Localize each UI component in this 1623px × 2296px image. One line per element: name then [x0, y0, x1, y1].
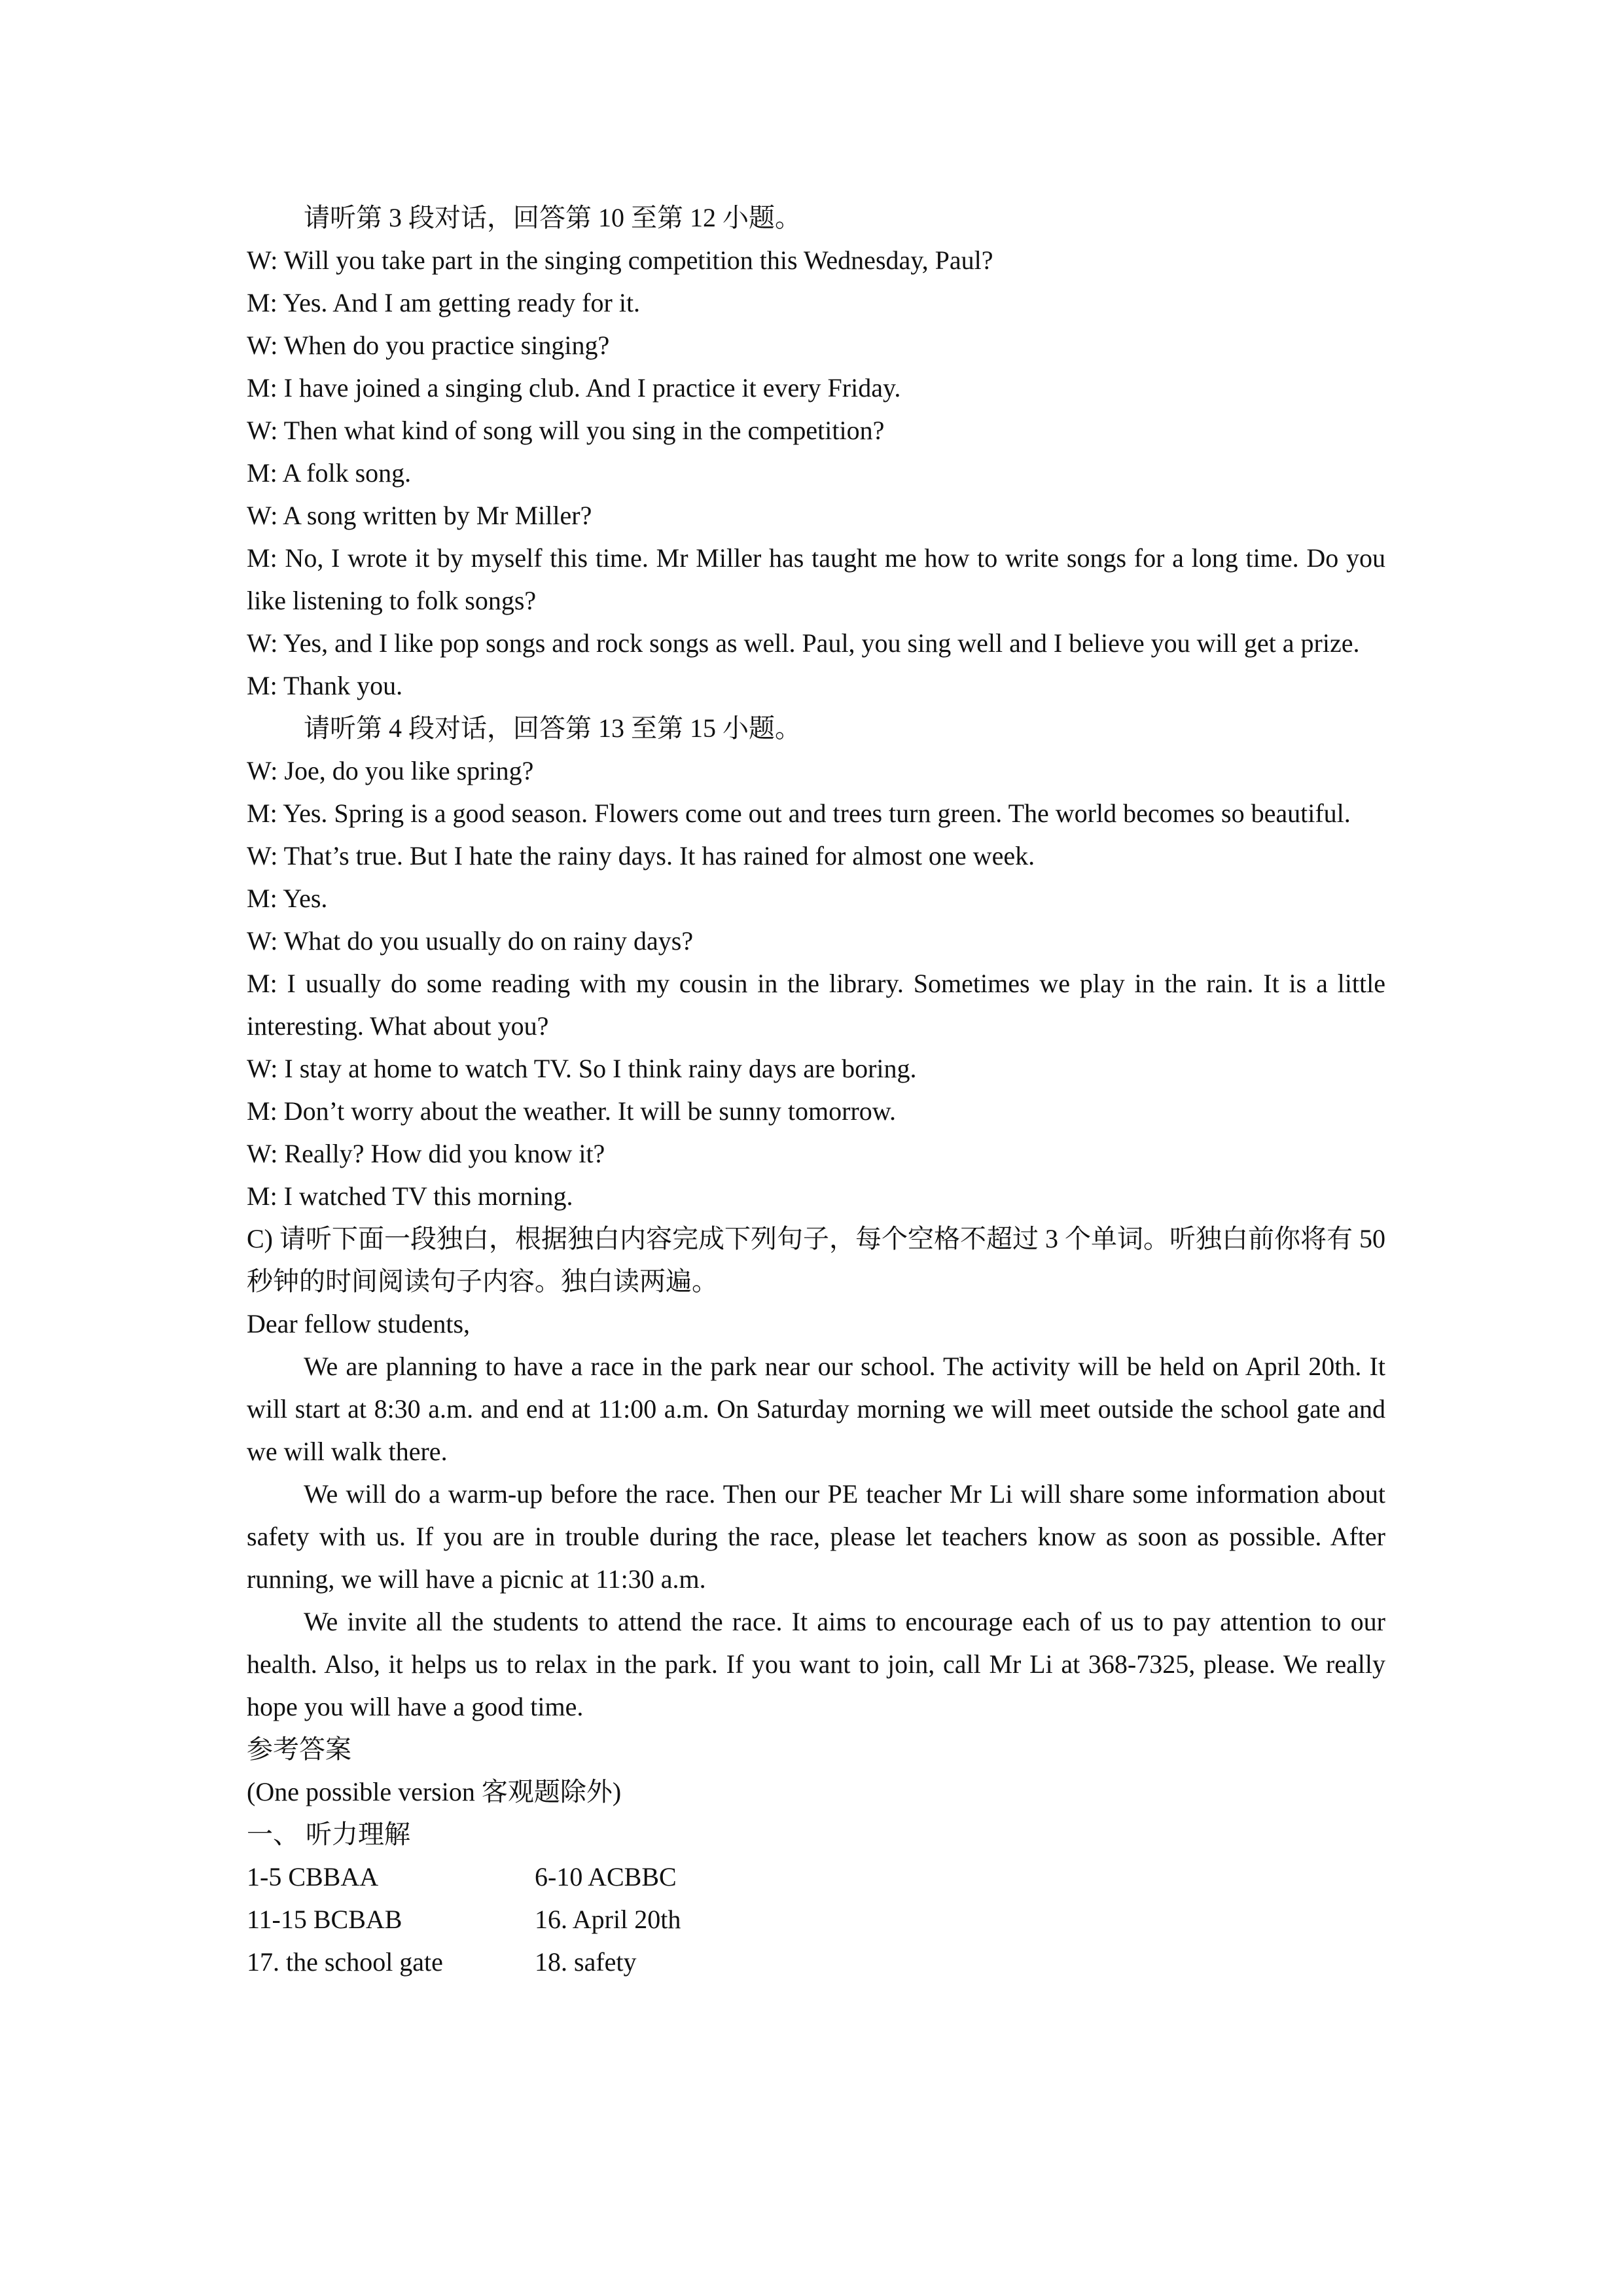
answer-cell: 11-15 BCBAB: [247, 1905, 402, 1934]
dialogue-line: W: Then what kind of song will you sing in the competition?: [247, 416, 885, 445]
answer-cell: 18. safety: [535, 1947, 637, 1977]
dialogue-line: M: I watched TV this morning.: [247, 1181, 573, 1211]
answers-note: (One possible version 客观题除外): [247, 1777, 622, 1806]
document-body: [247, 196, 1385, 1983]
answer-cell: 6-10 ACBBC: [535, 1862, 677, 1892]
answer-row: [247, 1941, 1385, 1983]
dialogue-line: M: A folk song.: [247, 458, 412, 488]
monologue-paragraph: We are planning to have a race in the park near our school. The activity will be held on April 20th. It will start at 8:30 a.m. and end at 11:00 a.m. On Saturday morning we will meet outside the school gate and we will walk there.: [247, 1352, 1385, 1466]
answer-row: [247, 1856, 1385, 1898]
dialogue-line: W: That’s true. But I hate the rainy days. It has rained for almost one week.: [247, 841, 1035, 870]
answers-part-title: 一、 听力理解: [247, 1820, 410, 1849]
answers-title: 参考答案: [247, 1734, 351, 1764]
answer-row: [247, 1898, 1385, 1941]
monologue-paragraph: We invite all the students to attend the race. It aims to encourage each of us to pay attention to our health. Also, it helps us to relax in the park. If you want to join, call Mr Li at 368-7325, please. We really hope you will have a good time.: [247, 1607, 1385, 1721]
dialogue-line: W: Joe, do you like spring?: [247, 756, 534, 785]
dialogue-line: W: What do you usually do on rainy days?: [247, 926, 694, 956]
dialogue-line: M: Yes. And I am getting ready for it.: [247, 288, 641, 317]
dialogue-line: W: Will you take part in the singing competition this Wednesday, Paul?: [247, 245, 993, 275]
section-c-instruction: C) 请听下面一段独白，根据独白内容完成下列句子，每个空格不超过 3 个单词。听独白前你将有 50 秒钟的时间阅读句子内容。独白读两遍。: [247, 1224, 1385, 1296]
dialogue-line: M: I have joined a singing club. And I practice it every Friday.: [247, 373, 901, 403]
dialogue-line: W: When do you practice singing?: [247, 331, 610, 360]
dialogue-line: M: Yes.: [247, 884, 328, 913]
dialogue-line: M: Don’t worry about the weather. It will be sunny tomorrow.: [247, 1096, 897, 1126]
dialogue-line: W: Yes, and I like pop songs and rock songs as well. Paul, you sing well and I believe you will get a prize.: [247, 628, 1360, 658]
section3-heading: 请听第 3 段对话，回答第 10 至第 12 小题。: [304, 203, 801, 232]
section4-heading: 请听第 4 段对话，回答第 13 至第 15 小题。: [304, 713, 801, 743]
dialogue-line: W: Really? How did you know it?: [247, 1139, 605, 1168]
dialogue-line: W: A song written by Mr Miller?: [247, 501, 592, 530]
dialogue-line: M: No, I wrote it by myself this time. Mr Miller has taught me how to write songs for a long time. Do you like listening to folk songs?: [247, 543, 1385, 615]
monologue-greeting: Dear fellow students,: [247, 1309, 471, 1338]
answer-cell: 16. April 20th: [535, 1905, 681, 1934]
dialogue-line: M: Yes. Spring is a good season. Flowers come out and trees turn green. The world becomes so beautiful.: [247, 798, 1351, 828]
monologue-paragraph: We will do a warm-up before the race. Then our PE teacher Mr Li will share some information about safety with us. If you are in trouble during the race, please let teachers know as soon as possible. After running, we will have a picnic at 11:30 a.m.: [247, 1479, 1385, 1594]
answer-cell: 17. the school gate: [247, 1947, 443, 1977]
dialogue-line: M: Thank you.: [247, 671, 403, 700]
answer-cell: 1-5 CBBAA: [247, 1862, 379, 1892]
dialogue-line: M: I usually do some reading with my cousin in the library. Sometimes we play in the rain. It is a little interesting. What about you?: [247, 969, 1385, 1041]
dialogue-line: W: I stay at home to watch TV. So I think rainy days are boring.: [247, 1054, 917, 1083]
